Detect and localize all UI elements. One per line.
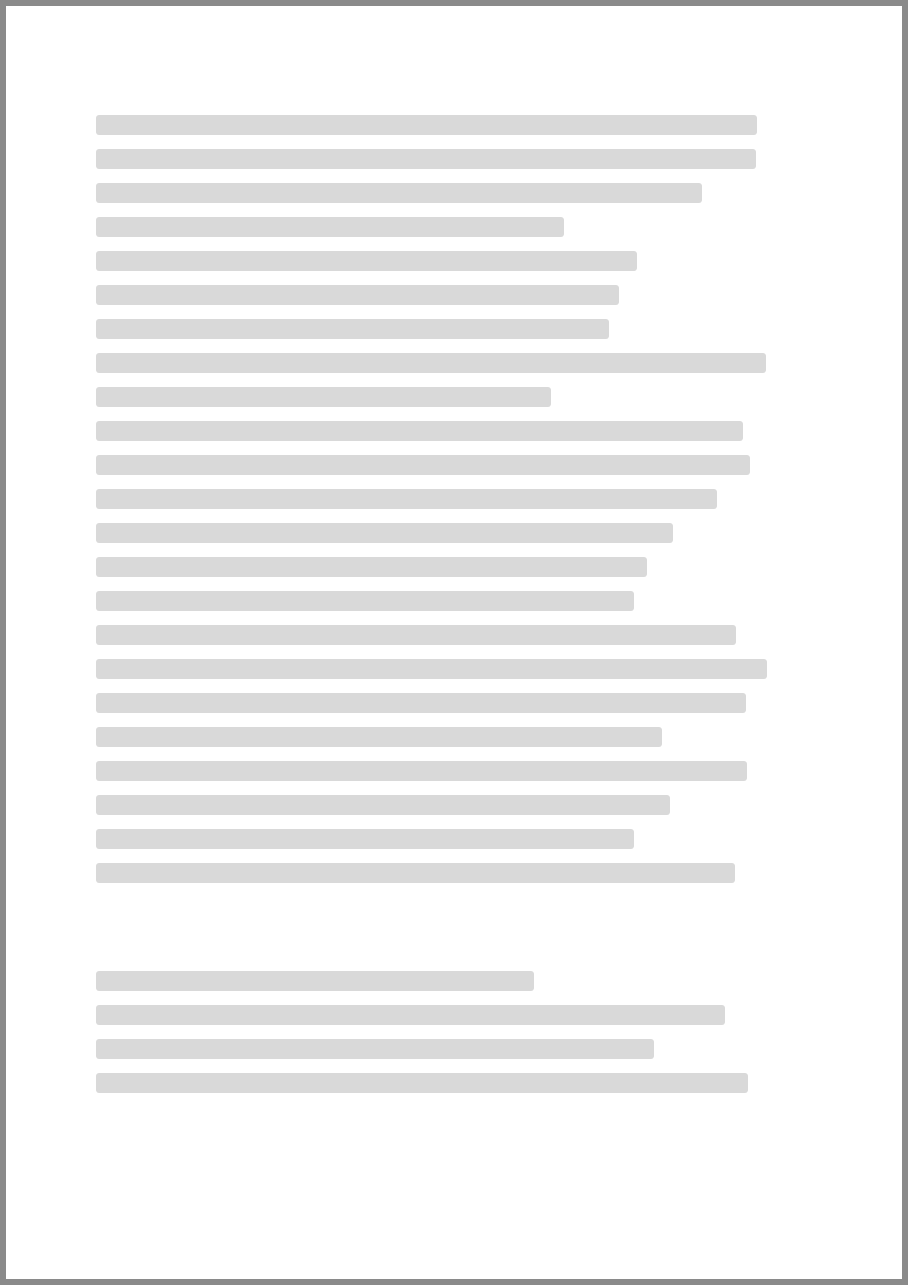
redacted-text-line: [96, 115, 757, 135]
redacted-text-line: [96, 557, 647, 577]
redacted-text-line: [96, 489, 717, 509]
redacted-text-line: [96, 217, 564, 237]
redacted-text-line: [96, 251, 637, 271]
redacted-text-line: [96, 971, 534, 991]
redacted-text-line: [96, 319, 609, 339]
redacted-text-line: [96, 523, 673, 543]
redacted-text-line: [96, 795, 670, 815]
redacted-text-line: [96, 387, 551, 407]
redacted-text-line: [96, 285, 619, 305]
redacted-text-line: [96, 455, 750, 475]
redacted-text-line: [96, 1039, 654, 1059]
redacted-text-line: [96, 1073, 748, 1093]
redacted-text-line: [96, 625, 736, 645]
redacted-text-line: [96, 863, 735, 883]
redacted-text-line: [96, 353, 766, 373]
redacted-text-line: [96, 659, 767, 679]
redacted-text-line: [96, 829, 634, 849]
text-block-2: [96, 971, 812, 1093]
redacted-text-line: [96, 693, 746, 713]
paragraph-gap: [96, 897, 812, 957]
redacted-text-line: [96, 761, 747, 781]
text-block-1: [96, 115, 812, 883]
redacted-text-line: [96, 727, 662, 747]
redacted-text-line: [96, 591, 634, 611]
redacted-text-line: [96, 421, 743, 441]
redacted-text-line: [96, 149, 756, 169]
redacted-text-line: [96, 183, 702, 203]
redacted-text-line: [96, 1005, 725, 1025]
